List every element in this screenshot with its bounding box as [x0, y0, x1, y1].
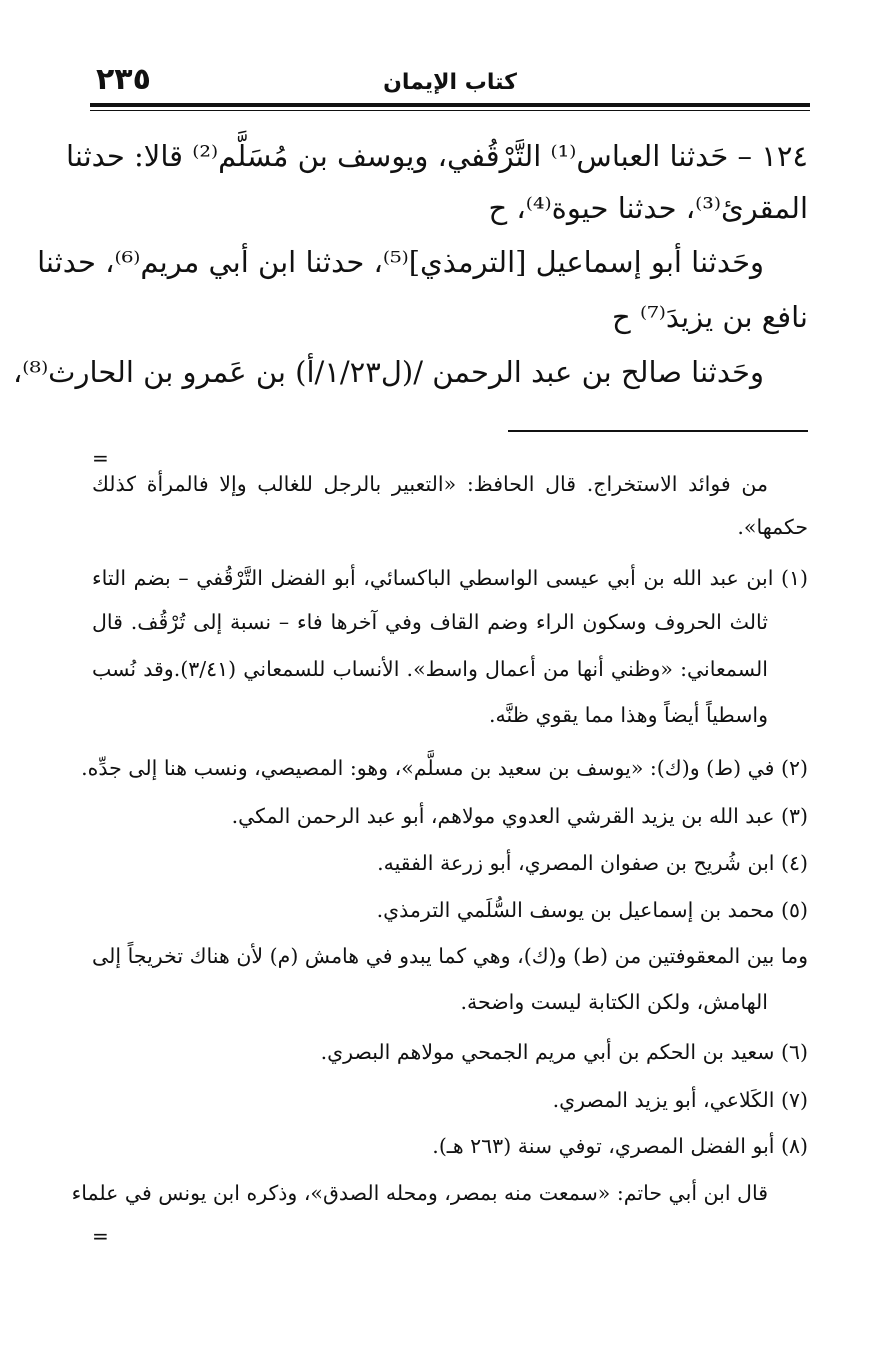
footnote-line: حكمها».: [737, 515, 808, 539]
footnote-line: قال ابن أبي حاتم: «سمعت منه بمصر، ومحله الصدق»، وذكره ابن يونس في علماء: [71, 1181, 768, 1205]
footnote-line: وما بين المعقوفتين من (ط) و(ك)، وهي كما يبدو في هامش (م) لأن هناك تخريجاً إلى: [92, 944, 808, 968]
page-header: [90, 62, 810, 100]
running-title: كتاب الإيمان: [383, 70, 517, 95]
footnote-line: واسطياً أيضاً وهذا مما يقوي ظنَّه.: [489, 703, 768, 727]
footnote-line: (٨) أبو الفضل المصري، توفي سنة (٢٦٣ هـ).: [432, 1134, 808, 1158]
footnote-line: (٤) ابن شُريح بن صفوان المصري، أبو زرعة الفقيه.: [377, 851, 808, 875]
footnote-line: ثالث الحروف وسكون الراء وضم القاف وفي آخرها فاء – نسبة إلى تُرْقُف. قال: [92, 610, 768, 634]
footnote-separator: [508, 430, 808, 432]
footnote-line: (٣) عبد الله بن يزيد القرشي العدوي مولاهم، أبو عبد الرحمن المكي.: [231, 804, 808, 828]
footnote-line: (٥) محمد بن إسماعيل بن يوسف السُّلَمي الترمذي.: [376, 898, 808, 922]
footnote-line: (٢) في (ط) و(ك): «يوسف بن سعيد بن مسلَّم»، وهو: المصيصي، ونسب هنا إلى جدِّه.: [81, 756, 808, 780]
main-line: نافع بن يزيدَ⁽⁷⁾ ح: [612, 300, 808, 334]
continuation-mark: =: [92, 446, 109, 470]
footnote-line: (٧) الكَلاعي، أبو يزيد المصري.: [552, 1088, 808, 1112]
footnote-line: (١) ابن عبد الله بن أبي عيسى الواسطي الباكسائي، أبو الفضل التَّرْقُفي – بضم التاء: [92, 566, 808, 590]
footnote-line: الهامش، ولكن الكتابة ليست واضحة.: [460, 990, 768, 1014]
end-continuation-mark: =: [92, 1224, 109, 1248]
header-rule-thin: [90, 110, 810, 111]
header-rule-thick: [90, 103, 810, 107]
main-line: ١٢٤ – حَدثنا العباس⁽¹⁾ التَّرْقُفي، ويوسف بن مُسَلَّم⁽²⁾ قالا: حدثنا: [65, 139, 808, 173]
page-number: ٢٣٥: [96, 62, 151, 97]
footnote-line: (٦) سعيد بن الحكم بن أبي مريم الجمحي مولاهم البصري.: [320, 1040, 808, 1064]
main-line: وحَدثنا صالح بن عبد الرحمن /(ل١/٢٣/أ) بن عَمرو بن الحارث⁽⁸⁾،: [12, 355, 764, 389]
main-line: المقرئ⁽³⁾، حدثنا حيوة⁽⁴⁾، ح: [488, 191, 808, 225]
footnote-line: السمعاني: «وظني أنها من أعمال واسط». الأنساب للسمعاني (٣/٤١).وقد نُسب: [92, 657, 768, 681]
main-line: وحَدثنا أبو إسماعيل [الترمذي]⁽⁵⁾، حدثنا ابن أبي مريم⁽⁶⁾، حدثنا: [37, 245, 764, 279]
footnote-line: من فوائد الاستخراج. قال الحافظ: «التعبير بالرجل للغالب وإلا فالمرأة كذلك: [92, 472, 768, 496]
